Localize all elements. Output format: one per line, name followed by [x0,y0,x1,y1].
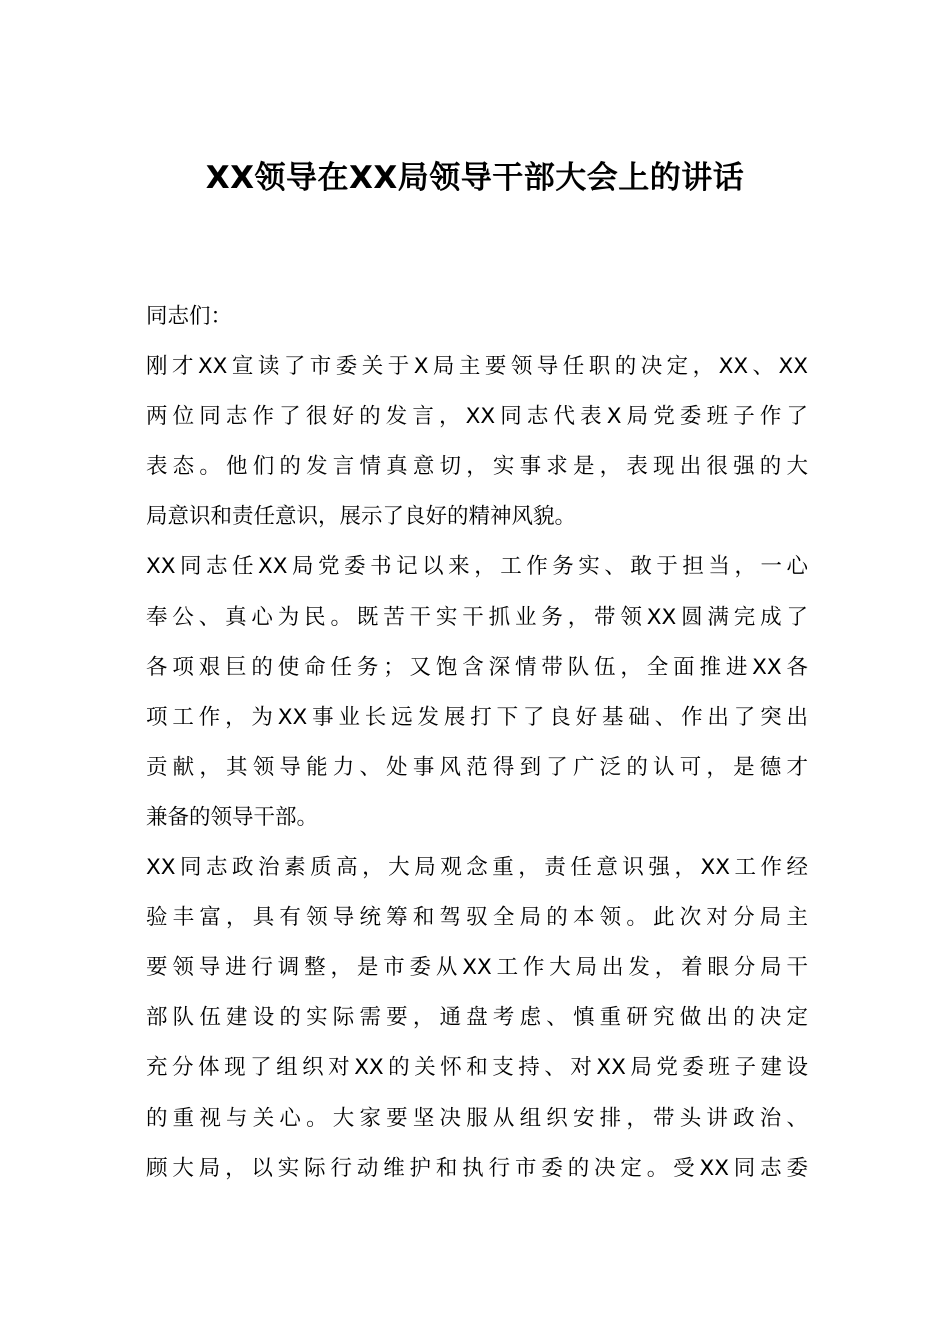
text-line: XX同志任XX局党委书记以来，工作务实、敢于担当，一心 [146,554,808,580]
text-line: 充分体现了组织对XX的关怀和支持、对XX局党委班子建设 [146,1055,808,1081]
text-line: 兼备的领导干部。 [146,804,319,830]
text-line: 刚才XX宣读了市委关于X局主要领导任职的决定，XX、XX [146,354,808,380]
text-line: 各项艰巨的使命任务；又饱含深情带队伍，全面推进XX各 [146,654,808,680]
text-line: XX同志政治素质高，大局观念重，责任意识强，XX工作经 [146,855,808,881]
document-body [146,292,808,1194]
document-title: XX领导在XX局领导干部大会上的讲话 [205,160,745,196]
text-line: 奉公、真心为民。既苦干实干抓业务，带领XX圆满完成了 [146,604,808,630]
text-line: 顾大局，以实际行动维护和执行市委的决定。受XX同志委 [146,1155,808,1181]
text-line: 贡献，其领导能力、处事风范得到了广泛的认可，是德才 [146,754,808,780]
text-line: 要领导进行调整，是市委从XX工作大局出发，着眼分局干 [146,955,808,981]
text-line: 两位同志作了很好的发言，XX同志代表X局党委班子作了 [146,404,808,430]
text-line: 验丰富，具有领导统筹和驾驭全局的本领。此次对分局主 [146,905,808,931]
text-line: 表态。他们的发言情真意切，实事求是，表现出很强的大 [146,454,808,480]
text-line: 部队伍建设的实际需要，通盘考虑、慎重研究做出的决定 [146,1005,808,1031]
text-line: 同志们： [146,304,233,329]
text-line: 局意识和责任意识，展示了良好的精神风貌。 [146,504,577,530]
text-line: 的重视与关心。大家要坚决服从组织安排，带头讲政治、 [146,1105,808,1131]
text-line: 项工作，为XX事业长远发展打下了良好基础、作出了突出 [146,704,808,730]
